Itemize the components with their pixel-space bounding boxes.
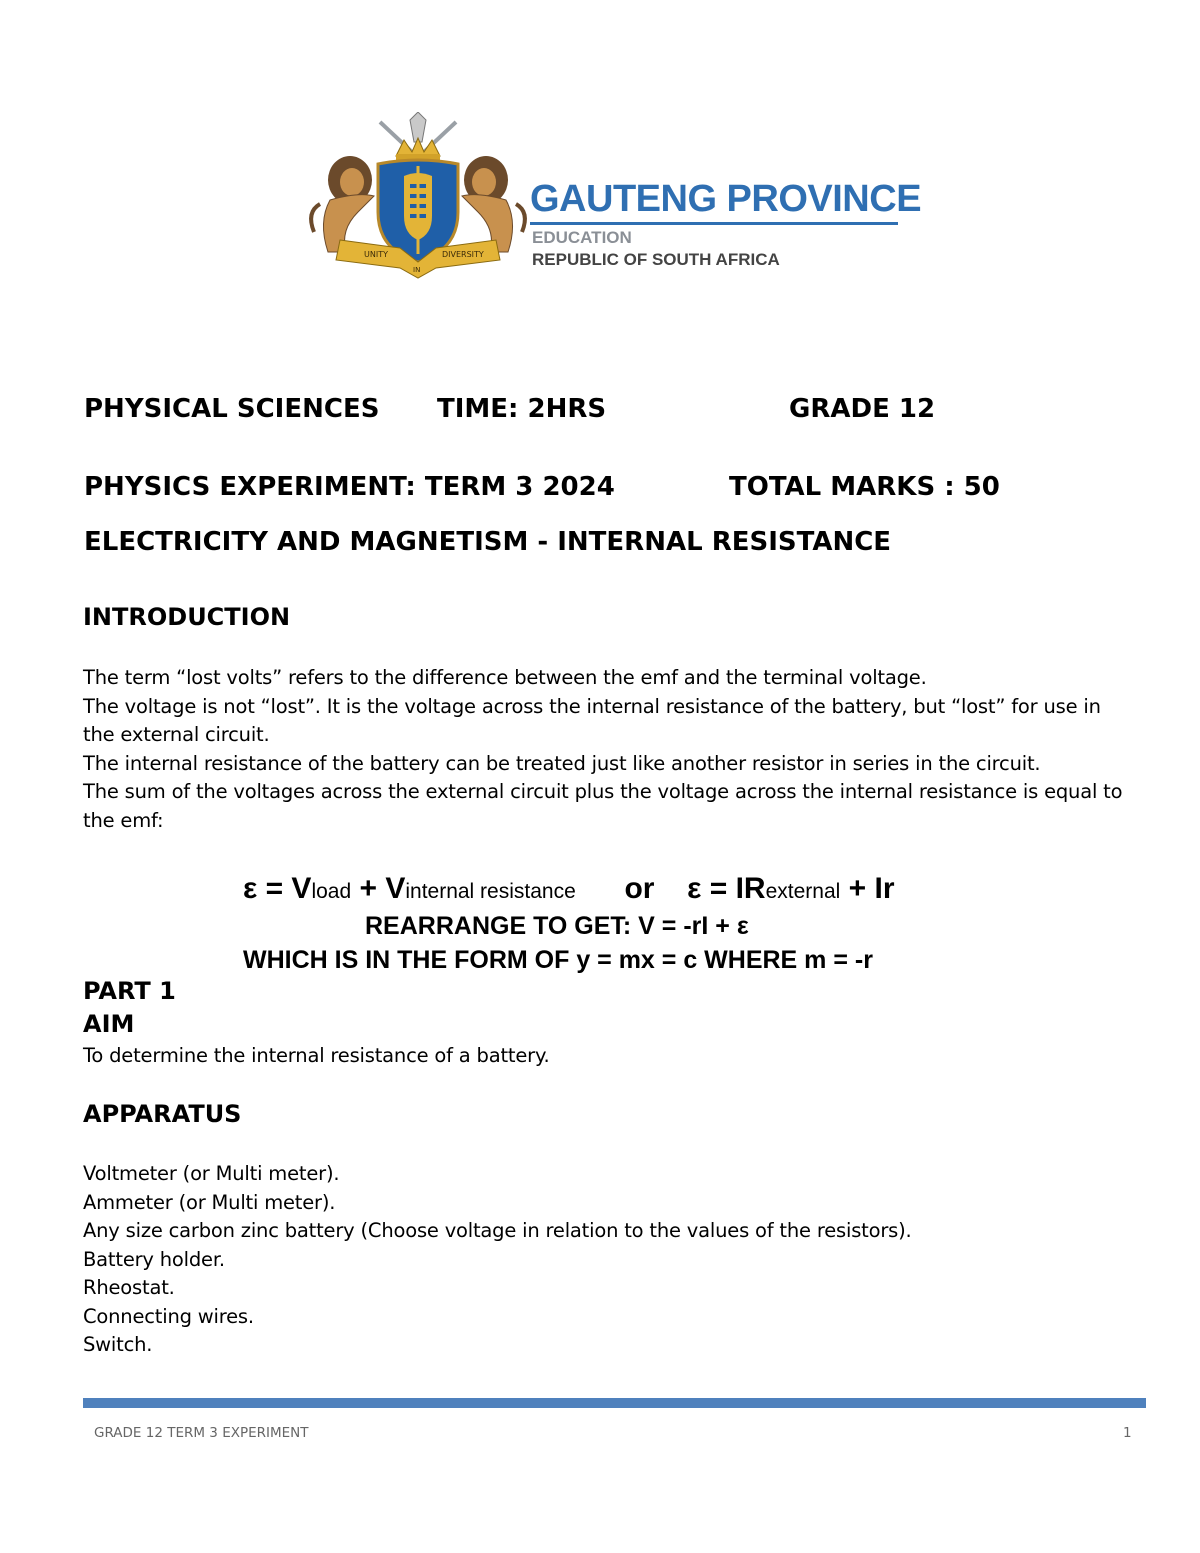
aim-text: To determine the internal resistance of a battery. (83, 1044, 550, 1067)
left-lion-icon (311, 156, 374, 252)
apparatus-item: Switch. (83, 1333, 153, 1356)
intro-paragraph-3: The internal resistance of the battery can be treated just like another resistor in series in the circuit. (83, 751, 1041, 775)
topic-heading: ELECTRICITY AND MAGNETISM - INTERNAL RESISTANCE (84, 527, 892, 557)
brand-title: GAUTENG PROVINCE (530, 178, 922, 220)
brand-subtitle-country: REPUBLIC OF SOUTH AFRICA (532, 250, 780, 269)
grade-heading: GRADE 12 (789, 394, 936, 424)
motto-word-2: IN (413, 266, 421, 274)
motto-word-3: DIVERSITY (442, 250, 484, 259)
apparatus-item: Voltmeter (or Multi meter). (83, 1162, 340, 1185)
footer-divider (83, 1398, 1146, 1408)
eq-plus-internal: + V (351, 872, 406, 905)
apparatus-item: Any size carbon zinc battery (Choose voltage in relation to the values of the resistors). (83, 1219, 912, 1242)
intro-paragraph-1: The term “lost volts” refers to the difference between the emf and the terminal voltage. (83, 666, 927, 689)
emf-equation (243, 872, 895, 906)
aim-heading: AIM (83, 1010, 135, 1038)
motto-word-1: UNITY (364, 250, 388, 259)
eq-emf-external: ε = IR (687, 872, 766, 905)
eq-sub-internal: internal resistance (405, 880, 576, 903)
brand-subtitle-education: EDUCATION (532, 228, 632, 247)
eq-plus-ir: + Ir (840, 872, 895, 905)
time-heading: TIME: 2HRS (437, 394, 607, 424)
apparatus-heading: APPARATUS (83, 1100, 242, 1128)
subject-heading: PHYSICAL SCIENCES (84, 394, 380, 424)
brand-divider (530, 222, 898, 225)
apparatus-list (83, 1160, 912, 1360)
crown-icon (380, 112, 456, 162)
total-marks-heading: TOTAL MARKS : 50 (729, 472, 1000, 502)
experiment-heading: PHYSICS EXPERIMENT: TERM 3 2024 (84, 472, 615, 502)
part1-heading: PART 1 (83, 977, 176, 1005)
intro-paragraph-2: The voltage is not “lost”. It is the voltage across the internal resistance of the battery, but “lost” for use in the external circuit. (83, 694, 1101, 746)
eq-sub-load: load (311, 880, 352, 903)
introduction-heading: INTRODUCTION (83, 603, 291, 631)
introduction-body (83, 664, 1133, 835)
page-number: 1 (1123, 1425, 1132, 1441)
apparatus-item: Battery holder. (83, 1247, 225, 1271)
eq-sub-external: external (765, 880, 841, 903)
rearranged-equation: REARRANGE TO GET: V = -rI + ε (365, 912, 749, 940)
eq-emf-load: ε = V (243, 872, 312, 905)
apparatus-item: Connecting wires. (83, 1304, 254, 1328)
apparatus-item: Rheostat. (83, 1276, 175, 1299)
apparatus-item: Ammeter (or Multi meter). (83, 1190, 336, 1214)
linear-form-equation: WHICH IS IN THE FORM OF y = mx = c WHERE m = -r (243, 946, 873, 974)
right-lion-icon (462, 156, 525, 252)
intro-paragraph-4: The sum of the voltages across the external circuit plus the voltage across the internal resistance is equal to the emf: (83, 780, 1123, 832)
footer-title: GRADE 12 TERM 3 EXPERIMENT (94, 1425, 309, 1441)
eq-or: or (624, 872, 655, 905)
